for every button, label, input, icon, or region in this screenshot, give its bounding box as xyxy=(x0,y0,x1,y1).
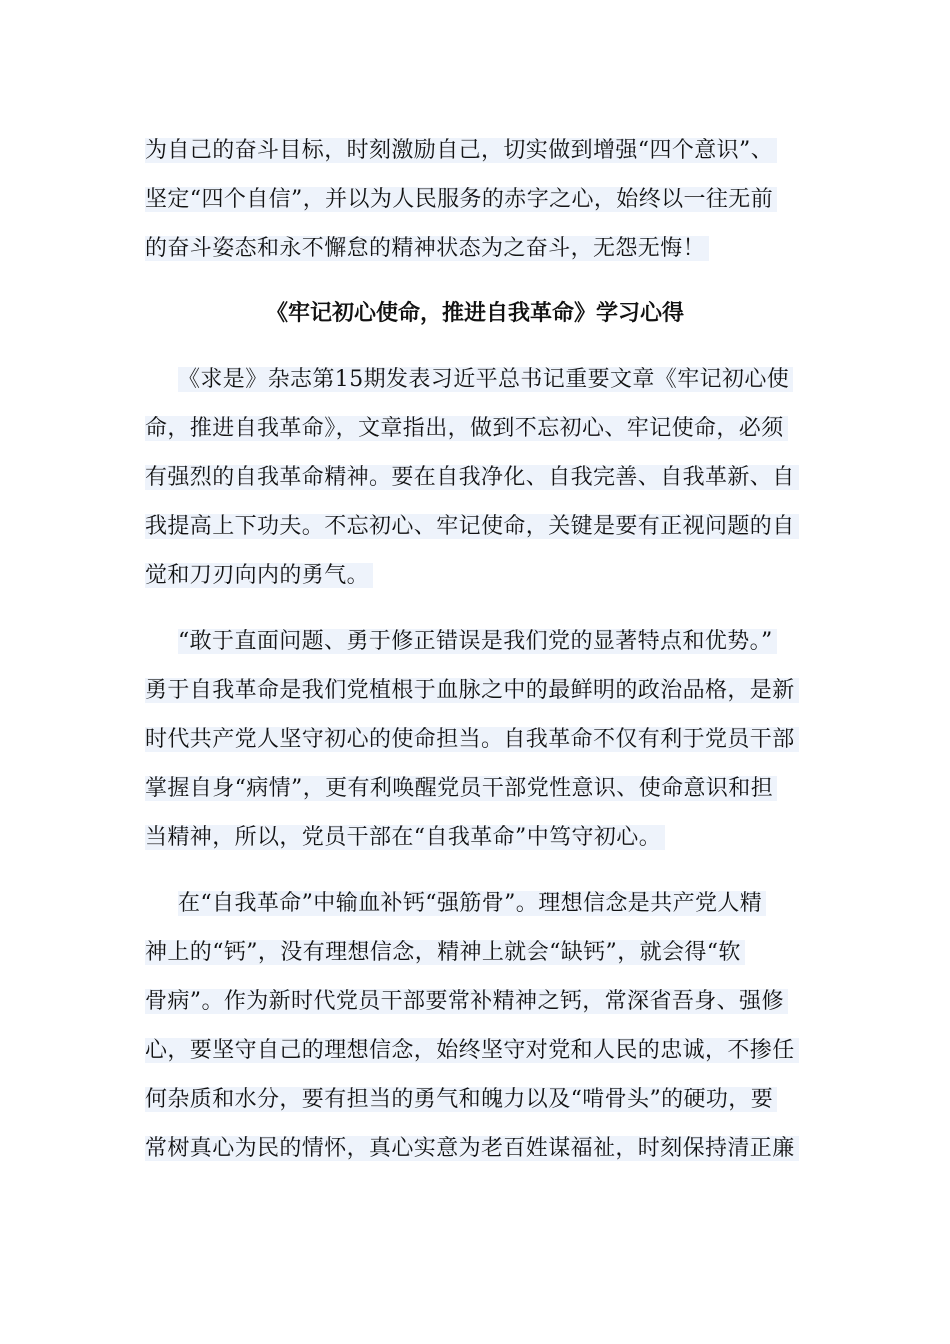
text-line: 有强烈的自我革命精神。要在自我净化、自我完善、自我革新、自 xyxy=(145,460,799,496)
text-line: 常树真心为民的情怀，真心实意为老百姓谋福祉，时刻保持清正廉 xyxy=(145,1131,799,1167)
text-line: 的奋斗姿态和永不懈怠的精神状态为之奋斗，无怨无悔！ xyxy=(145,231,709,267)
text-line: 坚定“四个自信”，并以为人民服务的赤字之心，始终以一往无前 xyxy=(145,182,777,218)
text-line: 我提高上下功夫。不忘初心、牢记使命，关键是要有正视问题的自 xyxy=(145,509,799,545)
text-line: 神上的“钙”，没有理想信念，精神上就会“缺钙”，就会得“软 xyxy=(145,935,745,971)
text-line: 勇于自我革命是我们党植根于血脉之中的最鲜明的政治品格，是新 xyxy=(145,673,799,709)
text-line: 掌握自身“病情”，更有利唤醒党员干部党性意识、使命意识和担 xyxy=(145,771,777,807)
text-line: 在“自我革命”中输血补钙“强筋骨”。理想信念是共产党人精 xyxy=(178,886,766,922)
text-line: 命，推进自我革命》，文章指出，做到不忘初心、牢记使命，必须 xyxy=(145,411,788,447)
text-line: 为自己的奋斗目标，时刻激励自己，切实做到增强“四个意识”、 xyxy=(145,133,777,169)
text-line: 骨病”。作为新时代党员干部要常补精神之钙，常深省吾身、强修 xyxy=(145,984,788,1020)
text-line: 当精神，所以，党员干部在“自我革命”中笃守初心。 xyxy=(145,820,665,856)
text-line: “敢于直面问题、勇于修正错误是我们党的显著特点和优势。” xyxy=(178,624,777,660)
text-line: 觉和刀刃向内的勇气。 xyxy=(145,558,373,594)
text-line: 《求是》杂志第15期发表习近平总书记重要文章《牢记初心使 xyxy=(178,362,793,398)
text-line: 心，要坚守自己的理想信念，始终坚守对党和人民的忠诚，不掺任 xyxy=(145,1033,799,1069)
text-line: 时代共产党人坚守初心的使命担当。自我革命不仅有利于党员干部 xyxy=(145,722,799,758)
text-line: 何杂质和水分，要有担当的勇气和魄力以及“啃骨头”的硬功，要 xyxy=(145,1082,777,1118)
section-title: 《牢记初心使命，推进自我革命》学习心得 xyxy=(265,301,684,326)
